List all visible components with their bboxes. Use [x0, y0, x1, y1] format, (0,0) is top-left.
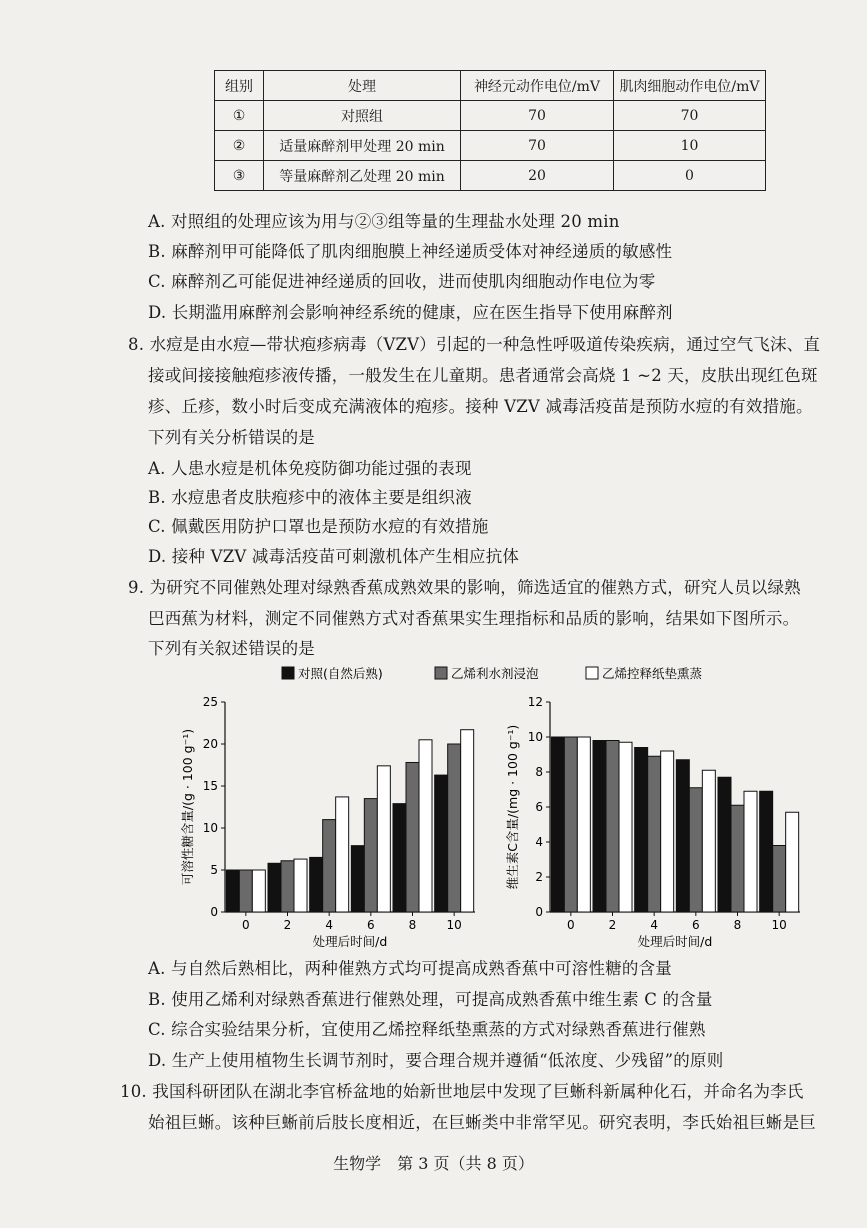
x-tick-label: 6 — [367, 918, 375, 932]
bar — [676, 760, 689, 912]
table-row — [215, 101, 766, 131]
page-footer: 生物学 第 3 页（共 8 页） — [333, 1154, 534, 1173]
table-cell: 对照组 — [264, 101, 461, 131]
y-tick-label: 12 — [527, 695, 543, 709]
bar — [393, 804, 406, 912]
bar — [744, 791, 757, 912]
bar — [435, 775, 448, 912]
bar — [593, 741, 606, 913]
bar — [336, 797, 349, 912]
bar — [377, 766, 390, 912]
table-cell: 0 — [614, 161, 766, 191]
potential-table — [214, 70, 766, 191]
q7-option-d: D. 长期滥用麻醉剂会影响神经系统的健康，应在医生指导下使用麻醉剂 — [148, 303, 673, 322]
chart-legend — [280, 662, 740, 686]
bar — [731, 805, 744, 912]
bar — [351, 846, 364, 912]
table-cell: 70 — [461, 101, 614, 131]
vitamin-c-chart — [500, 690, 810, 950]
q9-stem-line: 巴西蕉为材料，测定不同催熟方式对香蕉果实生理指标和品质的影响，结果如下图所示。 — [148, 609, 800, 628]
x-tick-label: 0 — [242, 918, 250, 932]
bar — [406, 762, 419, 912]
q9-stem-line: 下列有关叙述错误的是 — [148, 639, 315, 658]
bar — [268, 863, 281, 912]
table-cell: ③ — [215, 161, 264, 191]
bar — [702, 770, 715, 912]
table-header: 肌肉细胞动作电位/mV — [614, 71, 766, 101]
q8-stem-line: 疹、丘疹，数小时后变成充满液体的疱疹。接种 VZV 减毒活疫苗是预防水痘的有效措施。 — [148, 397, 813, 416]
bar — [619, 742, 632, 912]
table-header-row — [215, 71, 766, 101]
q7-option-c: C. 麻醉剂乙可能促进神经递质的回收，进而使肌肉细胞动作电位为零 — [148, 272, 656, 291]
bar — [786, 812, 799, 912]
bar — [448, 744, 461, 912]
q9-stem-line: 9. 为研究不同催熟处理对绿熟香蕉成熟效果的影响，筛选适宜的催熟方式，研究人员以绿熟 — [128, 578, 801, 597]
table-header: 处理 — [264, 71, 461, 101]
q8-stem-line: 下列有关分析错误的是 — [148, 428, 315, 447]
y-axis-label: 维生素C含量/(mg · 100 g⁻¹) — [505, 724, 520, 890]
q7-option-b: B. 麻醉剂甲可能降低了肌肉细胞膜上神经递质受体对神经递质的敏感性 — [148, 242, 673, 261]
table-cell: 70 — [461, 131, 614, 161]
q8-stem-line: 8. 水痘是由水痘—带状疱疹病毒（VZV）引起的一种急性呼吸道传染疾病，通过空气飞沫、直 — [128, 335, 821, 354]
bar — [564, 737, 577, 912]
x-tick-label: 4 — [325, 918, 333, 932]
bar — [551, 737, 564, 912]
x-axis-label: 处理后时间/d — [637, 934, 713, 949]
y-tick-label: 20 — [202, 737, 218, 751]
table-header: 组别 — [215, 71, 264, 101]
bar — [294, 859, 307, 912]
table-cell: 70 — [614, 101, 766, 131]
bar — [252, 870, 265, 912]
q9-option-a: A. 与自然后熟相比，两种催熟方式均可提高成熟香蕉中可溶性糖的含量 — [148, 959, 673, 978]
bar — [239, 870, 252, 912]
y-tick-label: 15 — [202, 779, 218, 793]
bar — [577, 737, 590, 912]
bar — [606, 741, 619, 913]
q10-stem-line: 始祖巨蜥。该种巨蜥前后肢长度相近，在巨蜥类中非常罕见。研究表明，李氏始祖巨蜥是巨 — [148, 1113, 816, 1132]
x-axis-label: 处理后时间/d — [312, 934, 388, 949]
bar — [635, 748, 648, 913]
q8-stem-line: 接或间接接触疱疹液传播，一般发生在儿童期。患者通常会高烧 1 ~2 天，皮肤出现红色斑 — [148, 366, 818, 385]
bar — [773, 846, 786, 913]
y-tick-label: 0 — [535, 905, 543, 919]
table-row — [215, 131, 766, 161]
x-tick-label: 2 — [608, 918, 617, 932]
legend-swatch-ethephon — [435, 667, 447, 679]
y-tick-label: 10 — [527, 730, 543, 744]
q8-option-a: A. 人患水痘是机体免疫防御功能过强的表现 — [148, 459, 472, 478]
table-cell: 10 — [614, 131, 766, 161]
table-cell: 适量麻醉剂甲处理 20 min — [264, 131, 461, 161]
y-tick-label: 2 — [535, 870, 543, 884]
bar — [648, 756, 661, 912]
legend-swatch-paper — [586, 667, 598, 679]
x-tick-label: 2 — [283, 918, 292, 932]
y-tick-label: 6 — [535, 800, 543, 814]
bar — [364, 799, 377, 912]
table-header: 神经元动作电位/mV — [461, 71, 614, 101]
x-tick-label: 0 — [567, 918, 575, 932]
y-axis-label: 可溶性糖含量/(g · 100 g⁻¹) — [180, 728, 195, 886]
q8-option-d: D. 接种 VZV 减毒活疫苗可刺激机体产生相应抗体 — [148, 547, 520, 566]
table-cell: 等量麻醉剂乙处理 20 min — [264, 161, 461, 191]
y-tick-label: 10 — [202, 821, 218, 835]
table-row — [215, 161, 766, 191]
bar — [461, 730, 474, 912]
x-tick-label: 6 — [692, 918, 700, 932]
legend-label: 乙烯利水剂浸泡 — [451, 666, 539, 681]
bar — [661, 751, 674, 912]
x-tick-label: 10 — [446, 918, 462, 932]
legend-swatch-control — [282, 667, 294, 679]
q8-option-b: B. 水痘患者皮肤疱疹中的液体主要是组织液 — [148, 488, 472, 507]
x-tick-label: 4 — [650, 918, 658, 932]
q9-option-d: D. 生产上使用植物生长调节剂时，要合理合规并遵循“低浓度、少残留”的原则 — [148, 1051, 724, 1070]
q10-stem-line: 10. 我国科研团队在湖北李官桥盆地的始新世地层中发现了巨蜥科新属种化石，并命名为李氏 — [120, 1082, 804, 1101]
bar — [226, 870, 239, 912]
q8-option-c: C. 佩戴医用防护口罩也是预防水痘的有效措施 — [148, 517, 489, 536]
x-tick-label: 8 — [733, 918, 742, 932]
y-tick-label: 25 — [202, 695, 218, 709]
x-tick-label: 10 — [771, 918, 787, 932]
bar — [323, 820, 336, 912]
y-tick-label: 8 — [535, 765, 543, 779]
y-tick-label: 0 — [210, 905, 218, 919]
table-cell: ① — [215, 101, 264, 131]
legend-label: 乙烯控释纸垫熏蒸 — [602, 666, 703, 681]
q9-option-b: B. 使用乙烯利对绿熟香蕉进行催熟处理，可提高成熟香蕉中维生素 C 的含量 — [148, 990, 713, 1009]
q7-option-a: A. 对照组的处理应该为用与②③组等量的生理盐水处理 20 min — [148, 212, 620, 231]
y-tick-label: 5 — [210, 863, 218, 877]
bar — [310, 857, 323, 912]
bar — [760, 791, 773, 912]
bar — [281, 861, 294, 912]
table-cell: 20 — [461, 161, 614, 191]
sugar-chart — [175, 690, 485, 950]
q9-option-c: C. 综合实验结果分析，宜使用乙烯控释纸垫熏蒸的方式对绿熟香蕉进行催熟 — [148, 1020, 706, 1039]
table-cell: ② — [215, 131, 264, 161]
y-tick-label: 4 — [535, 835, 543, 849]
x-tick-label: 8 — [408, 918, 417, 932]
legend-label: 对照(自然后熟) — [298, 666, 383, 681]
bar — [419, 740, 432, 912]
bar — [689, 788, 702, 912]
bar — [718, 777, 731, 912]
